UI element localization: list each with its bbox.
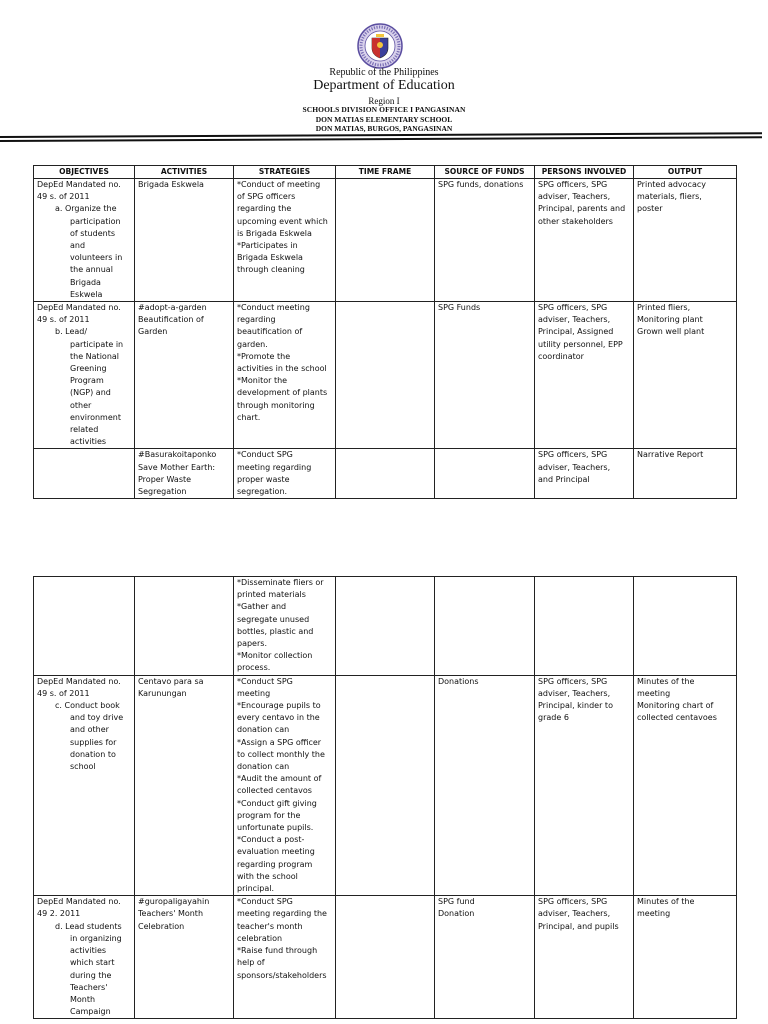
column-header: OBJECTIVES [34,166,135,179]
header-address: DON MATIAS, BURGOS, PANGASINAN [315,124,453,133]
source-of-funds-cell [435,179,535,302]
cell-text: to collect monthly the [237,749,325,759]
objective-item-text: b. Lead/ [55,327,88,337]
cell-text: *Conduct a post- [237,835,305,845]
cell-text: segregation. [237,487,288,497]
activities-cell [135,449,234,499]
cell-text: Minutes of the [637,676,695,686]
cell-text: Beautification of [138,315,204,325]
objective-item-text: which start [70,958,115,968]
table-row [34,179,737,302]
cell-text: *Monitor collection [237,651,313,661]
cell-text: materials, fliers, [637,192,702,202]
source-of-funds-cell [435,577,535,676]
cell-text: and Principal [538,474,590,484]
column-header: ACTIVITIES [135,166,234,179]
cell-text: coordinator [538,351,584,361]
strategies-cell [234,449,336,499]
objective-item-text: Campaign [70,1007,111,1017]
objective-item-text: activities [70,437,107,447]
cell-text: *Promote the [237,351,291,361]
time-frame-cell [336,179,435,302]
cell-text: regarding the [237,204,292,214]
cell-text: Principal, Assigned [538,327,614,337]
persons-involved-cell [535,577,634,676]
cell-text: meeting [637,688,671,698]
cell-text: Donations [438,676,479,686]
objective-item-text: during the [70,970,112,980]
objectives-cell [34,179,135,302]
cell-text: adviser, Teachers, [538,315,611,325]
cell-text: Principal, parents and [538,204,626,214]
cell-text: #adopt-a-garden [138,303,207,313]
cell-text: Grown well plant [637,327,705,337]
output-cell [634,896,737,1019]
cell-text: *Audit the amount of [237,774,322,784]
objectives-cell [34,577,135,676]
objectives-cell [34,896,135,1019]
source-of-funds-cell [435,896,535,1019]
cell-text: sponsors/stakeholders [237,970,327,980]
column-header: SOURCE OF FUNDS [435,166,535,179]
cell-text: utility personnel, EPP [538,339,623,349]
cell-text: meeting regarding the [237,909,327,919]
objective-text: DepEd Mandated no. [37,180,121,189]
cell-text: donation can [237,725,290,735]
objective-text: 49 s. of 2011 [37,688,90,698]
cell-text: *Raise fund through [237,946,318,956]
objective-item-text: donation to [70,749,116,759]
objective-item-text: activities [70,946,107,956]
header-school: DON MATIAS ELEMENTARY SCHOOL [315,115,453,124]
objective-item-text: volunteers in [70,253,123,263]
cell-text: adviser, Teachers, [538,909,611,919]
cell-text: SPG Funds [438,303,481,313]
cell-text: through cleaning [237,265,305,275]
cell-text: Monitoring chart of [637,701,714,711]
time-frame-cell [336,896,435,1019]
activities-cell [135,179,234,302]
table-row [34,577,737,676]
source-of-funds-cell [435,449,535,499]
cell-text: celebration [237,933,283,943]
cell-text: *Conduct gift giving [237,798,317,808]
cell-text: Garden [138,327,168,337]
cell-text: SPG fund [438,897,475,907]
cell-text: SPG officers, SPG [538,303,608,313]
table-body [34,577,737,1019]
cell-text: Narrative Report [637,450,704,460]
cell-text: *Gather and [237,602,287,612]
activities-cell [135,577,234,676]
cell-text: Proper Waste [138,474,192,484]
objective-text: 49 s. of 2011 [37,192,90,202]
objective-item-text: other [70,400,92,410]
cell-text: Brigada Eskwela [138,180,204,189]
cell-text: adviser, Teachers, [538,192,611,202]
cell-text: program for the [237,810,301,820]
cell-text: principal. [237,884,275,894]
objective-item-text: Program [70,376,104,386]
cell-text: regarding program [237,859,313,869]
activities-cell [135,896,234,1019]
objective-item-text: Eskwela [70,289,103,299]
objective-item-text: Brigada [70,277,101,287]
objective-item-text: supplies for [70,737,117,747]
objectives-cell [34,449,135,499]
cell-text: unfortunate pupils. [237,823,314,833]
cell-text: is Brigada Eskwela [237,228,312,238]
strategies-cell [234,896,336,1019]
strategies-cell [234,577,336,676]
header-region: Region I [368,96,400,106]
time-frame-cell [336,675,435,896]
cell-text: through monitoring [237,400,315,410]
strategies-cell [234,675,336,896]
cell-text: development of plants [237,388,328,398]
cell-text: Celebration [138,921,185,931]
objective-item [37,326,131,448]
objective-item [37,921,131,1019]
output-cell [634,577,737,676]
cell-text: meeting [237,688,271,698]
cell-text: *Conduct SPG [237,897,293,907]
objectives-cell [34,302,135,449]
column-header: STRATEGIES [234,166,336,179]
cell-text: activities in the school [237,364,327,374]
objective-item-text: and other [70,725,109,735]
cell-text: Teachers' Month [138,909,204,919]
activities-cell [135,675,234,896]
column-header: TIME FRAME [336,166,435,179]
cell-text: *Participates in [237,241,298,251]
cell-text: upcoming event which [237,216,328,226]
activities-cell [135,302,234,449]
cell-text: *Conduct SPG [237,676,293,686]
objective-text: DepEd Mandated no. [37,303,121,313]
header-department: Department of Education [313,78,455,93]
objective-item-text: and toy drive [70,713,124,723]
cell-text: meeting [637,909,671,919]
table-header-row [34,166,737,179]
output-cell [634,302,737,449]
cell-text: chart. [237,412,261,422]
time-frame-cell [336,449,435,499]
cell-text: Karunungan [138,688,187,698]
cell-text: #guropaligayahin [138,897,210,907]
table-row [34,302,737,449]
persons-involved-cell [535,302,634,449]
cell-text: Segregation [138,487,187,497]
cell-text: Brigada Eskwela [237,253,303,263]
cell-text: regarding [237,315,276,325]
objective-text: 49 2. 2011 [37,909,81,919]
cell-text: every centavo in the [237,713,320,723]
objective-item-text: Teachers' [70,982,108,992]
objective-item-text: in organizing [70,933,122,943]
objective-item-text: Greening [70,364,107,374]
cell-text: collected centavos [237,786,312,796]
time-frame-cell [336,302,435,449]
cell-text: papers. [237,639,267,649]
cell-text: with the school [237,871,298,881]
cell-text: *Assign a SPG officer [237,737,322,747]
cell-text: help of [237,958,265,968]
objective-item-text: a. Organize the [55,204,117,214]
strategies-cell [234,179,336,302]
objective-item-text: and [70,241,86,251]
cell-text: Printed advocacy [637,180,706,189]
objective-item-text: participate in [70,339,124,349]
strategies-cell [234,302,336,449]
source-of-funds-cell [435,302,535,449]
objective-item-text: of students [70,228,116,238]
objective-item [37,203,131,301]
header-republic: Republic of the Philippines [329,67,439,78]
output-cell [634,179,737,302]
persons-involved-cell [535,449,634,499]
objective-item-text: Month [70,994,96,1004]
cell-text: collected centavoes [637,713,717,723]
cell-text: #Basurakoitaponko [138,450,217,460]
cell-text: bottles, plastic and [237,626,314,636]
cell-text: *Disseminate fliers or [237,578,324,587]
deped-seal-icon [357,23,403,69]
objective-item-text: c. Conduct book [55,701,120,711]
output-cell [634,675,737,896]
objective-item-text: (NGP) and [70,388,111,398]
time-frame-cell [336,577,435,676]
cell-text: donation can [237,762,290,772]
source-of-funds-cell [435,675,535,896]
cell-text: Principal, and pupils [538,921,619,931]
cell-text: segregate unused [237,614,310,624]
cell-text: teacher's month [237,921,303,931]
cell-text: SPG officers, SPG [538,897,608,907]
action-plan-table-continued [33,576,737,1019]
cell-text: grade 6 [538,713,569,723]
cell-text: SPG officers, SPG [538,180,608,189]
cell-text: beautification of [237,327,303,337]
output-cell [634,449,737,499]
persons-involved-cell [535,896,634,1019]
objective-item-text: related [70,425,99,435]
cell-text: proper waste [237,474,290,484]
objective-text: 49 s. of 2011 [37,315,90,325]
cell-text: evaluation meeting [237,847,315,857]
objective-item-text: school [70,762,96,772]
cell-text: adviser, Teachers, [538,462,611,472]
cell-text: SPG officers, SPG [538,450,608,460]
cell-text: Principal, kinder to [538,701,613,711]
objective-item-text: environment [70,412,121,422]
objectives-cell [34,675,135,896]
cell-text: Save Mother Earth: [138,462,216,472]
objective-item-text: the annual [70,265,113,275]
action-plan-table [33,165,737,499]
cell-text: meeting regarding [237,462,312,472]
cell-text: *Conduct SPG [237,450,293,460]
column-header: PERSONS INVOLVED [535,166,634,179]
cell-text: *Monitor the [237,376,288,386]
cell-text: Monitoring plant [637,315,703,325]
column-header: OUTPUT [634,166,737,179]
table-body [34,179,737,499]
persons-involved-cell [535,179,634,302]
objective-text: DepEd Mandated no. [37,897,121,907]
table-row [34,675,737,896]
cell-text: other stakeholders [538,216,613,226]
cell-text: SPG funds, donations [438,180,524,189]
cell-text: Donation [438,909,475,919]
cell-text: SPG officers, SPG [538,676,608,686]
cell-text: process. [237,663,271,673]
cell-text: printed materials [237,590,306,600]
cell-text: garden. [237,339,268,349]
objective-text: DepEd Mandated no. [37,676,121,686]
document-page-2 [0,553,768,1024]
cell-text: Centavo para sa [138,676,204,686]
cell-text: *Conduct meeting [237,303,310,313]
persons-involved-cell [535,675,634,896]
objective-item-text: the National [70,351,120,361]
cell-text: *Encourage pupils to [237,701,321,711]
objective-item-text: participation [70,216,121,226]
table-row [34,449,737,499]
objective-item-text: d. Lead students [55,921,122,931]
cell-text: of SPG officers [237,192,296,202]
header-division: SCHOOLS DIVISION OFFICE I PANGASINAN [302,105,466,114]
cell-text: *Conduct of meeting [237,180,321,189]
cell-text: adviser, Teachers, [538,688,611,698]
cell-text: Minutes of the [637,897,695,907]
cell-text: Printed fliers, [637,303,691,313]
table-row [34,896,737,1019]
objective-item [37,700,131,773]
cell-text: poster [637,204,663,214]
